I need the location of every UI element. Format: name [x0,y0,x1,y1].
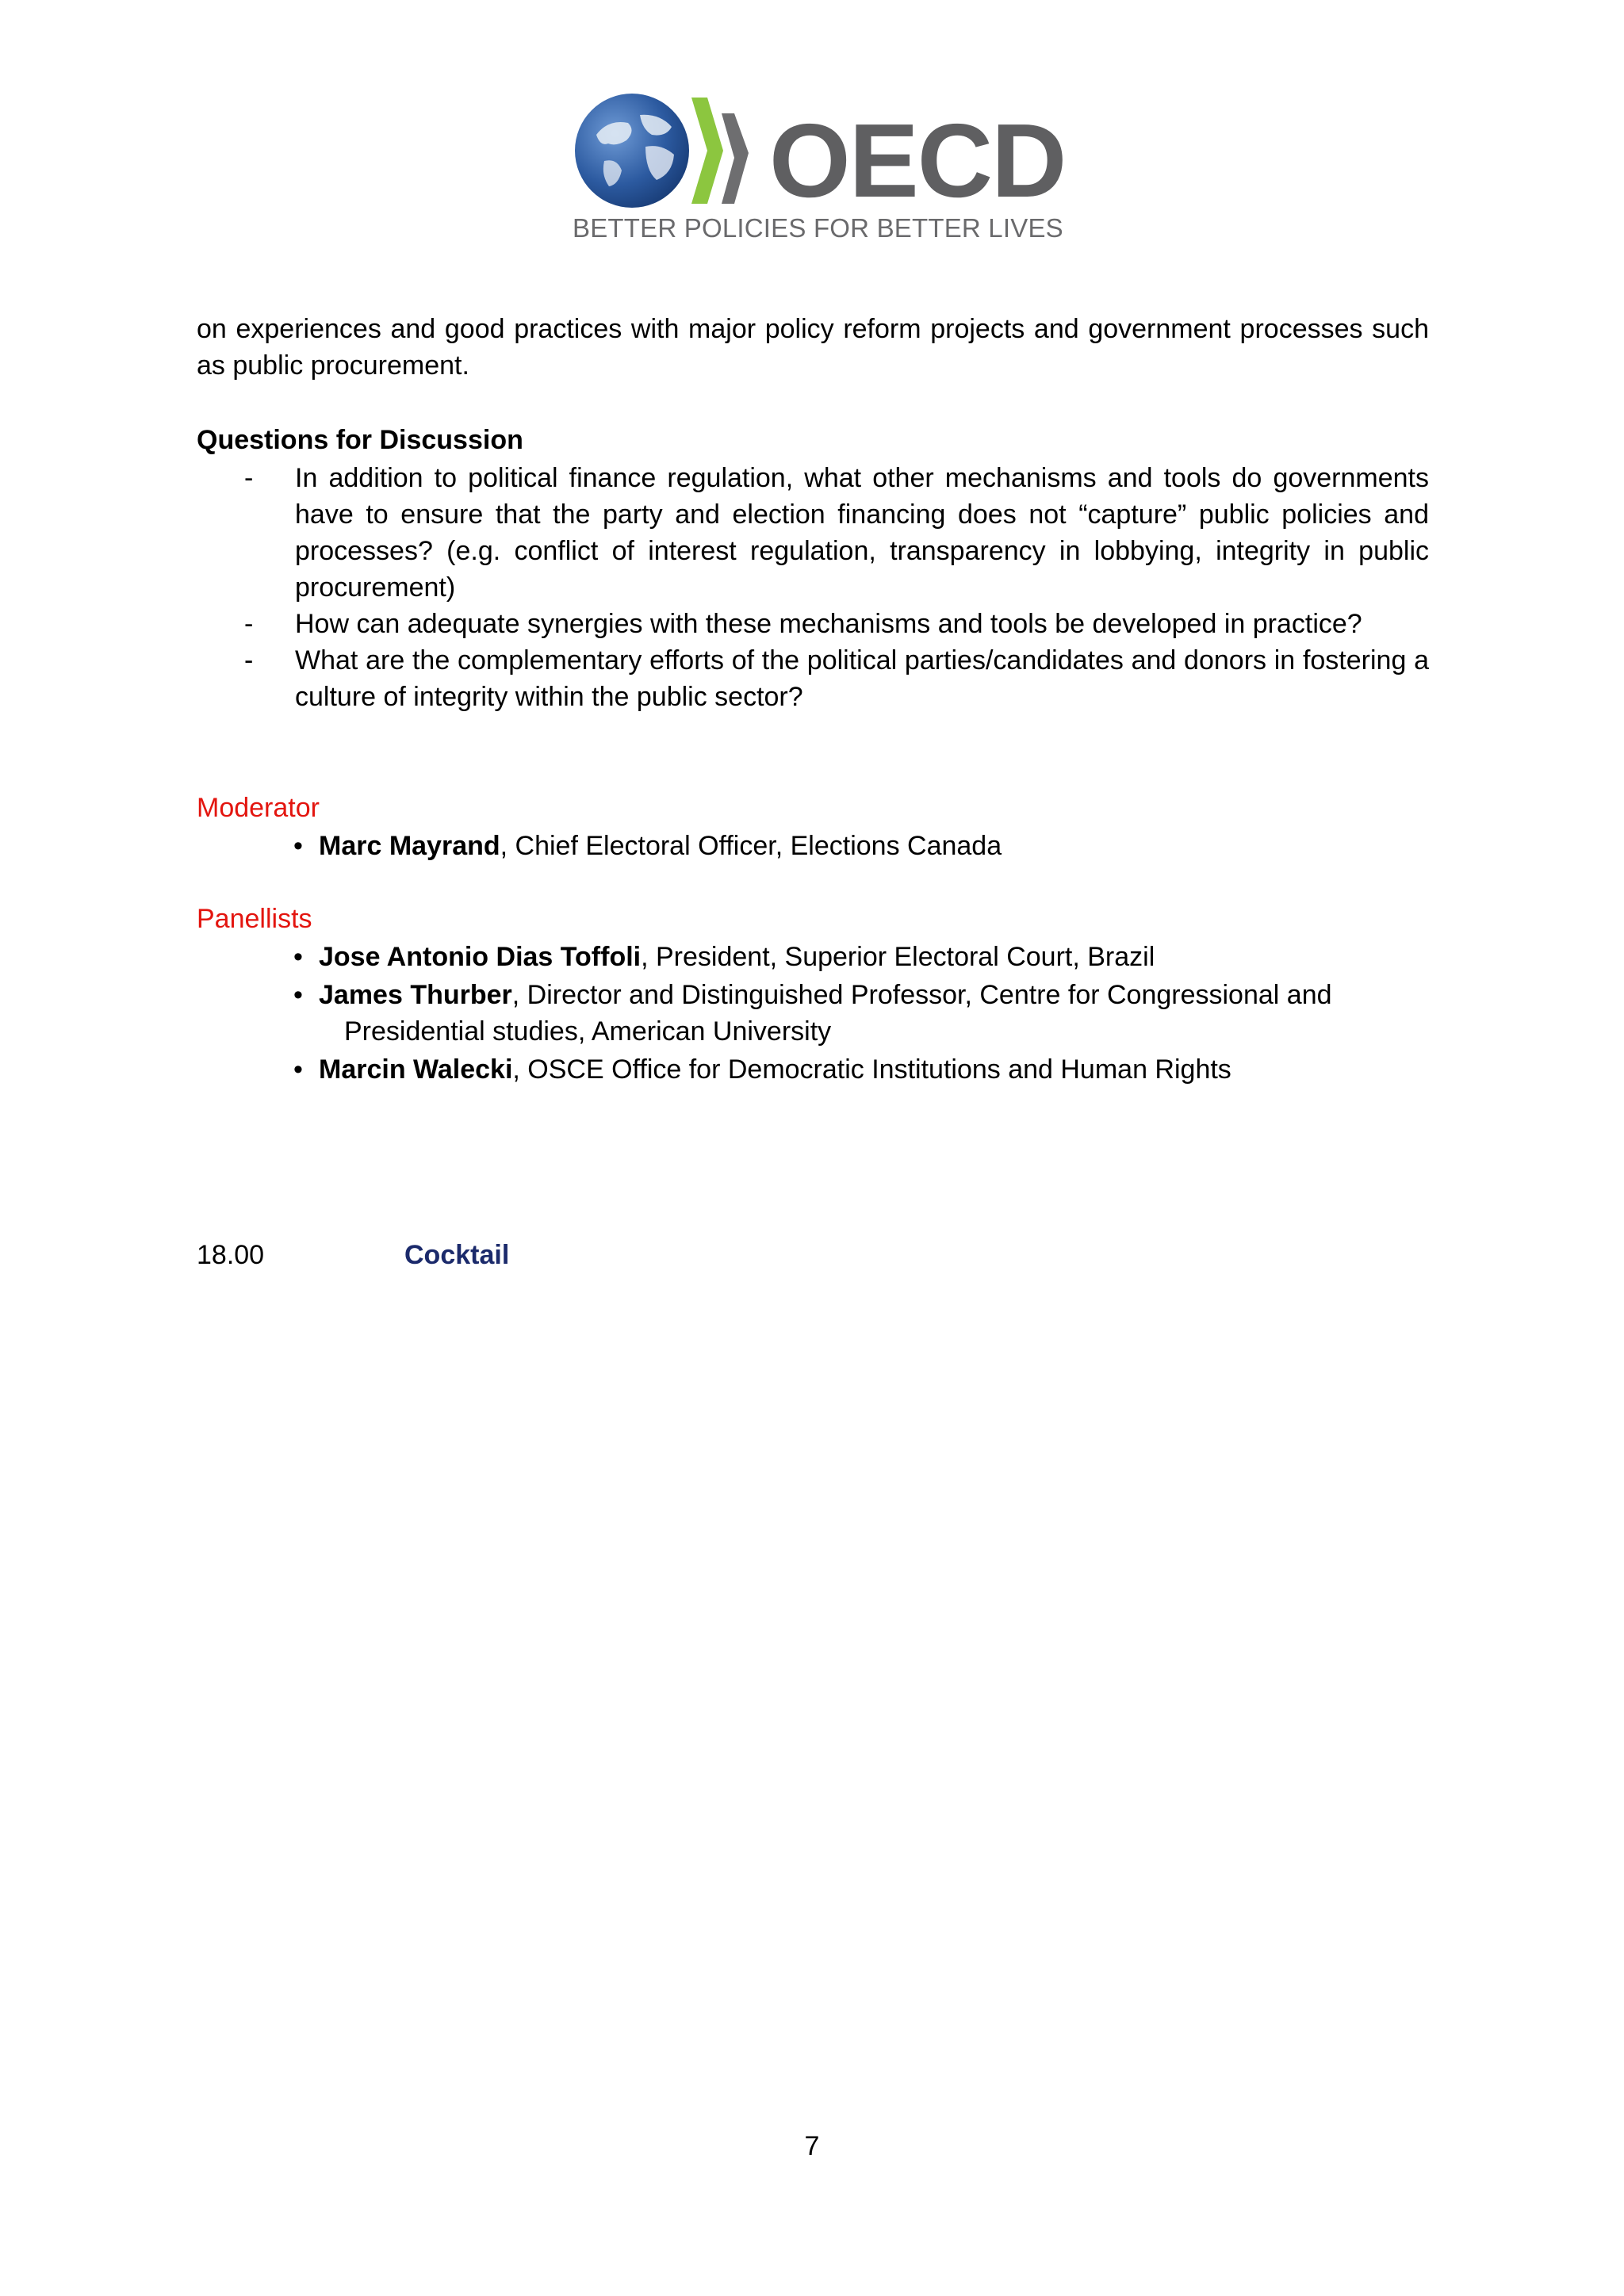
person-role: , President, Superior Electoral Court, Brazil [641,942,1155,972]
bullet-icon: • [293,831,303,861]
questions-heading: Questions for Discussion [197,425,523,455]
bullet-icon: • [293,980,303,1010]
globe-chevron-icon [573,91,769,210]
person-role: , OSCE Office for Democratic Institutions and Human Rights [512,1054,1231,1085]
person-item [293,1051,1429,1088]
person-role: , Director and Distinguished Professor, Centre for Congressional and [511,980,1332,1010]
person-role: , Chief Electoral Officer, Elections Canada [500,831,1002,861]
person-item [293,977,1429,1050]
person-name: Marcin Walecki [319,1054,513,1085]
moderator-label: Moderator [197,793,320,823]
page-number: 7 [804,2131,820,2161]
person-name: Marc Mayrand [319,831,500,861]
oecd-tagline: BETTER POLICIES FOR BETTER LIVES [573,213,1063,243]
question-text: What are the complementary efforts of the political parties/candidates and donors in fostering a culture of integrity within the public sector? [295,645,1429,712]
person-name: Jose Antonio Dias Toffoli [319,942,642,972]
questions-list [197,460,1429,715]
schedule-time: 18.00 [197,1240,265,1270]
question-item [197,642,1429,715]
bullet-icon: • [293,1054,303,1085]
question-text: How can adequate synergies with these mechanisms and tools be developed in practice? [295,609,1362,639]
bullet-icon: • [293,942,303,972]
oecd-logo [573,91,1066,250]
dash-marker: - [244,645,254,675]
intro-paragraph: on experiences and good practices with major policy reform projects and government processes such as public procurement. [197,314,1429,381]
moderator-list [293,828,1429,866]
person-item [293,828,1429,864]
schedule-event: Cocktail [404,1240,510,1270]
dash-marker: - [244,463,254,493]
question-item [197,460,1429,606]
question-item [197,606,1429,642]
person-name: James Thurber [319,980,512,1010]
person-item [293,939,1429,975]
panellists-label: Panellists [197,904,312,934]
panellists-list [293,939,1429,1089]
dash-marker: - [244,609,254,639]
question-text: In addition to political finance regulation, what other mechanisms and tools do governments have to ensure that the party and election financing does not “capture” public policies and processes? (e.g. conflict of interest regulation, transparency in lobbying, integrity in public procurement) [295,463,1429,603]
oecd-wordmark: OECD [769,102,1066,219]
person-role-continued: Presidential studies, American University [344,1016,832,1047]
